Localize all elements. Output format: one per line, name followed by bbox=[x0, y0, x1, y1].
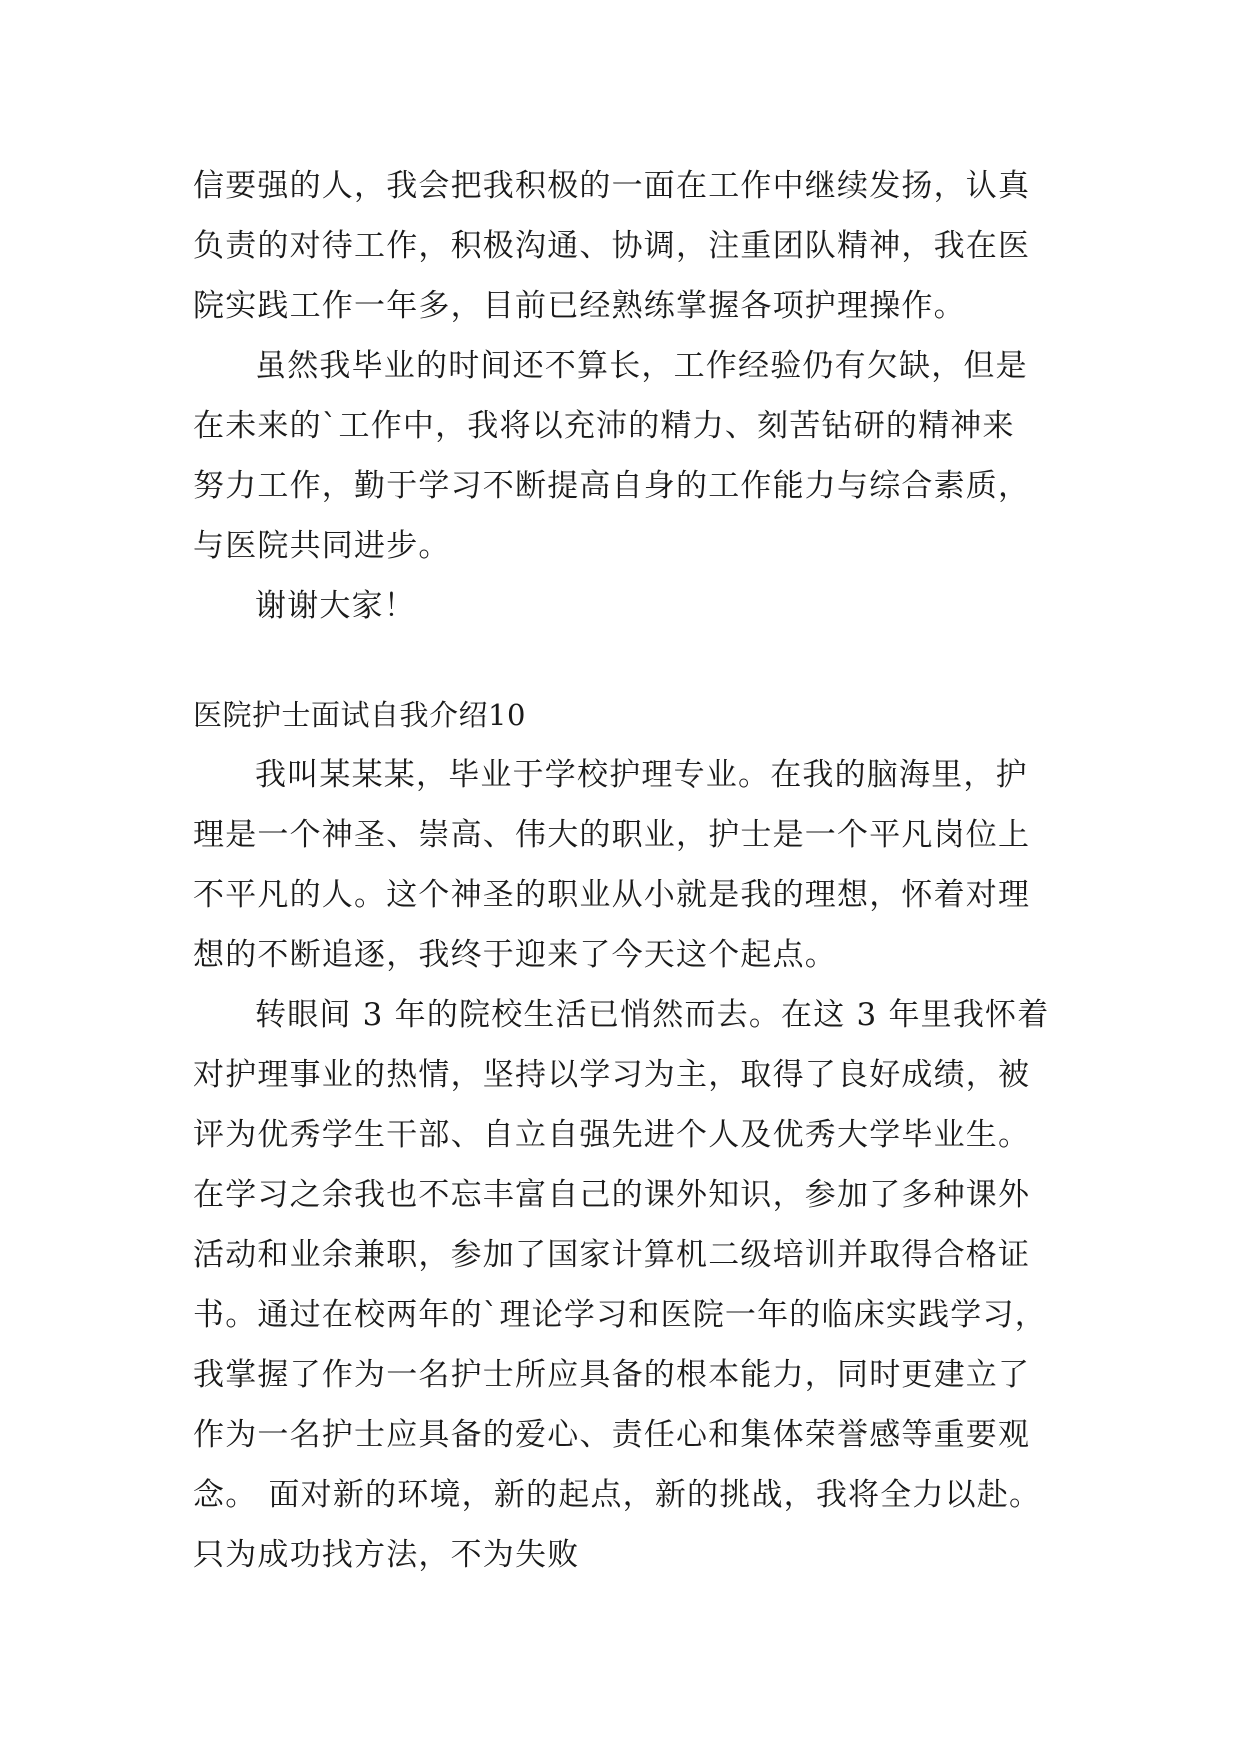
paragraph-line: 活动和业余兼职，参加了国家计算机二级培训并取得合格证 bbox=[193, 1237, 1031, 1273]
paragraph-line: 负责的对待工作，积极沟通、协调，注重团队精神，我在医 bbox=[193, 228, 1031, 264]
paragraph-line: 虽然我毕业的时间还不算长，工作经验仍有欠缺，但是 bbox=[255, 348, 1028, 384]
paragraph-line: 与医院共同进步。 bbox=[193, 528, 451, 564]
paragraph-line: 评为优秀学生干部、自立自强先进个人及优秀大学毕业生。 bbox=[193, 1117, 1031, 1153]
paragraph-line: 作为一名护士应具备的爱心、责任心和集体荣誉感等重要观 bbox=[193, 1417, 1031, 1453]
paragraph-line: 书。通过在校两年的`理论学习和医院一年的临床实践学习， bbox=[193, 1297, 1047, 1333]
section-title: 医院护士面试自我介绍10 bbox=[193, 698, 526, 732]
paragraph-line: 念。 面对新的环境，新的起点，新的挑战，我将全力以赴。 bbox=[193, 1477, 1042, 1513]
paragraph-line: 不平凡的人。这个神圣的职业从小就是我的理想，怀着对理 bbox=[193, 877, 1031, 913]
paragraph-line: 对护理事业的热情，坚持以学习为主，取得了良好成绩，被 bbox=[193, 1057, 1031, 1093]
paragraph-line: 我叫某某某，毕业于学校护理专业。在我的脑海里，护 bbox=[255, 757, 1028, 793]
paragraph-line: 想的不断追逐，我终于迎来了今天这个起点。 bbox=[193, 937, 837, 973]
paragraph-line: 我掌握了作为一名护士所应具备的根本能力，同时更建立了 bbox=[193, 1357, 1031, 1393]
paragraph-line: 只为成功找方法，不为失败 bbox=[193, 1537, 580, 1573]
paragraph-line: 信要强的人，我会把我积极的一面在工作中继续发扬，认真 bbox=[193, 168, 1031, 204]
closing-line: 谢谢大家！ bbox=[255, 588, 416, 624]
paragraph-line: 院实践工作一年多，目前已经熟练掌握各项护理操作。 bbox=[193, 288, 966, 324]
paragraph-line: 努力工作，勤于学习不断提高自身的工作能力与综合素质， bbox=[193, 468, 1031, 504]
paragraph-line: 理是一个神圣、崇高、伟大的职业，护士是一个平凡岗位上 bbox=[193, 817, 1031, 853]
paragraph-line: 在未来的`工作中，我将以充沛的精力、刻苦钻研的精神来 bbox=[193, 408, 1015, 444]
paragraph-line: 转眼间 3 年的院校生活已悄然而去。在这 3 年里我怀着 bbox=[255, 997, 1050, 1033]
paragraph-line: 在学习之余我也不忘丰富自己的课外知识，参加了多种课外 bbox=[193, 1177, 1031, 1213]
